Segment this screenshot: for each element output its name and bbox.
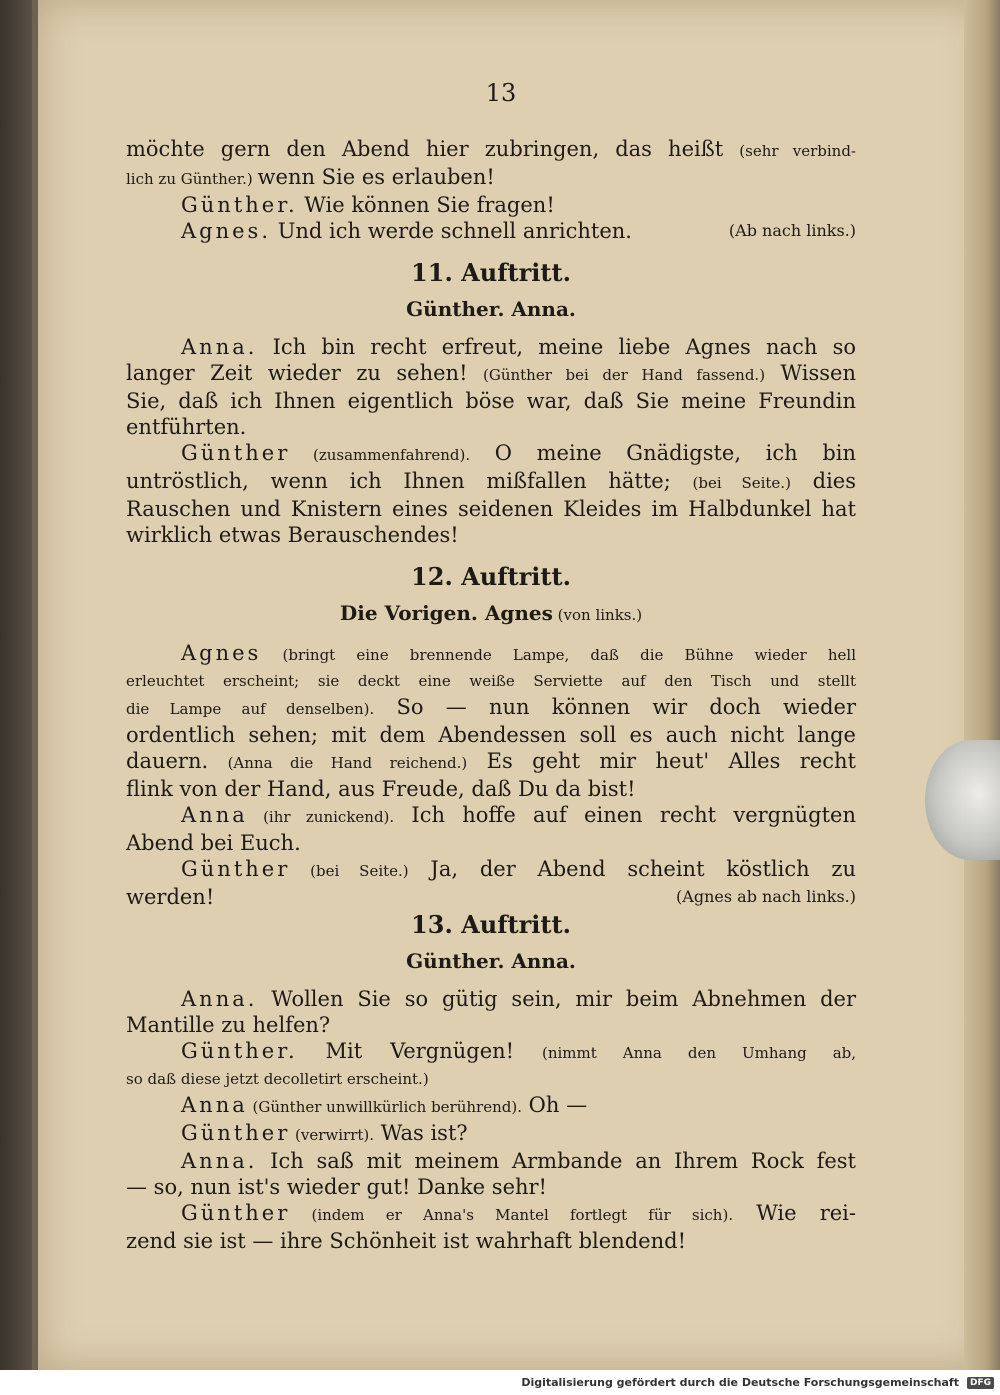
text-line: so daß diese jetzt decolletirt erscheint.) (126, 1070, 429, 1088)
stage-direction: die Lampe auf denselben). (126, 700, 375, 718)
text-line (126, 640, 856, 668)
text-line (126, 136, 856, 164)
page-number: 13 (485, 79, 517, 107)
text-line (126, 218, 856, 244)
stage-direction: lich zu Günther.) (126, 170, 258, 188)
stage-direction: (Günther unwillkürlich berührend). (247, 1098, 522, 1116)
text: dies (790, 469, 856, 493)
text-line: — so, nun ist's wieder gut! Danke sehr! (126, 1175, 547, 1199)
speaker: Günther (181, 857, 291, 881)
stage-direction: (nimmt Anna den Umhang ab, (542, 1044, 857, 1062)
page-edge-right (964, 0, 1000, 1370)
speaker: Günther. (181, 193, 298, 217)
stage-direction: (indem er Anna's Mantel fortlegt für sich). (290, 1206, 734, 1224)
text-line (126, 856, 856, 884)
speaker: Anna. (181, 987, 258, 1011)
text-line (126, 360, 856, 388)
speaker: Günther (181, 1201, 291, 1225)
footer-bar (0, 1370, 1000, 1395)
text: Wie rei- (733, 1201, 856, 1225)
text: dauern. (126, 749, 228, 773)
text-line (126, 1092, 856, 1120)
stage-direction: (bei Seite.) (692, 474, 791, 492)
text-line (126, 440, 856, 468)
text-line (126, 694, 856, 722)
text-line: ordentlich sehen; mit dem Abendessen soll es auch nicht lange (126, 723, 856, 747)
speaker: Anna. (181, 335, 258, 359)
text-line: entführten. (126, 415, 247, 439)
text-line (126, 748, 856, 776)
text: So — nun können wir doch wieder (374, 695, 856, 719)
footer-credit: Digitalisierung gefördert durch die Deutsche Forschungsgemeinschaft (521, 1376, 959, 1389)
text: Wie können Sie fragen! (297, 193, 555, 217)
text-line (126, 1120, 856, 1148)
text: Ich bin recht erfreut, meine liebe Agnes nach so (257, 335, 856, 359)
speaker: Anna. (181, 1149, 258, 1173)
text: Oh — (521, 1093, 588, 1117)
speaker: Günther (181, 1121, 291, 1145)
scene-persons (126, 600, 856, 628)
speaker: Günther. (181, 1039, 298, 1063)
text-line: wirklich etwas Berauschendes! (126, 523, 459, 547)
text: Wissen (765, 361, 856, 385)
text-line (126, 1200, 856, 1228)
stage-direction: (sehr verbind- (739, 142, 856, 160)
stage-direction: (von links.) (552, 606, 643, 624)
text: Ich hoffe auf einen recht vergnügten (394, 803, 856, 827)
scene-heading: 13. Auftritt. (411, 910, 571, 939)
text-line (126, 986, 856, 1012)
text-line: erleuchtet erscheint; sie deckt eine weiße Serviette auf den Tisch und stellt (126, 672, 856, 690)
speaker: Anna (181, 1093, 248, 1117)
text-line (126, 884, 856, 910)
text: langer Zeit wieder zu sehen! (126, 361, 483, 385)
text: O meine Gnädigste, ich bin (470, 441, 857, 465)
text-line (126, 164, 856, 192)
text: wenn Sie es erlauben! (257, 165, 495, 189)
persons-names: Die Vorigen. Agnes (339, 601, 553, 625)
text-line (126, 802, 856, 830)
text: Mit Vergnügen! (297, 1039, 542, 1063)
page-content (126, 80, 856, 1254)
book-binding-left (0, 0, 32, 1370)
scene-heading: 11. Auftritt. (411, 258, 571, 287)
scene-persons: Günther. Anna. (406, 949, 576, 973)
stage-direction: (verwirrt). (290, 1126, 375, 1144)
text: Was ist? (374, 1121, 468, 1145)
text: werden! (126, 885, 215, 909)
text: untröstlich, wenn ich Ihnen mißfallen hätte; (126, 469, 693, 493)
text-line: zend sie ist — ihre Schönheit ist wahrhaft blendend! (126, 1229, 687, 1253)
stage-direction: (bringt eine brennende Lampe, daß die Bühne wieder hell (261, 646, 856, 664)
text: Es geht mir heut' Alles recht (467, 749, 856, 773)
text: Wollen Sie so gütig sein, mir beim Abnehmen der (257, 987, 856, 1011)
text-line (126, 1148, 856, 1174)
speaker: Agnes. (181, 219, 272, 243)
text: Ich saß mit meinem Armbande an Ihrem Rock fest (257, 1149, 856, 1173)
stage-direction: (zusammenfahrend). (290, 446, 471, 464)
text-line (126, 334, 856, 360)
stage-direction: (Anna die Hand reichend.) (227, 754, 468, 772)
text-line (126, 192, 856, 218)
text-line: Rauschen und Knistern eines seidenen Kleides im Halbdunkel hat (126, 497, 856, 521)
speaker: Agnes (181, 641, 262, 665)
scene-heading: 12. Auftritt. (411, 562, 571, 591)
text: Ja, der Abend scheint köstlich zu (408, 857, 856, 881)
stage-direction: (Günther bei der Hand fassend.) (483, 366, 766, 384)
text-line (126, 468, 856, 496)
text-line: Mantille zu helfen? (126, 1013, 331, 1037)
text-line: Abend bei Euch. (126, 831, 301, 855)
text-line: Sie, daß ich Ihnen eigentlich böse war, daß Sie meine Freundin (126, 389, 856, 413)
text: Und ich werde schnell anrichten. (271, 219, 632, 243)
stage-direction: (ihr zunickend). (247, 808, 395, 826)
speaker: Anna (181, 803, 248, 827)
stage-direction: (bei Seite.) (290, 862, 409, 880)
text-line (126, 1038, 856, 1066)
text-line: flink von der Hand, aus Freude, daß Du da bist! (126, 777, 636, 801)
scene-persons: Günther. Anna. (406, 297, 576, 321)
stage-direction: (Ab nach links.) (728, 221, 856, 240)
stage-direction: (Agnes ab nach links.) (676, 887, 856, 906)
speaker: Günther (181, 441, 291, 465)
dfg-logo: DFG (967, 1377, 994, 1389)
text: möchte gern den Abend hier zubringen, das heißt (126, 137, 740, 161)
